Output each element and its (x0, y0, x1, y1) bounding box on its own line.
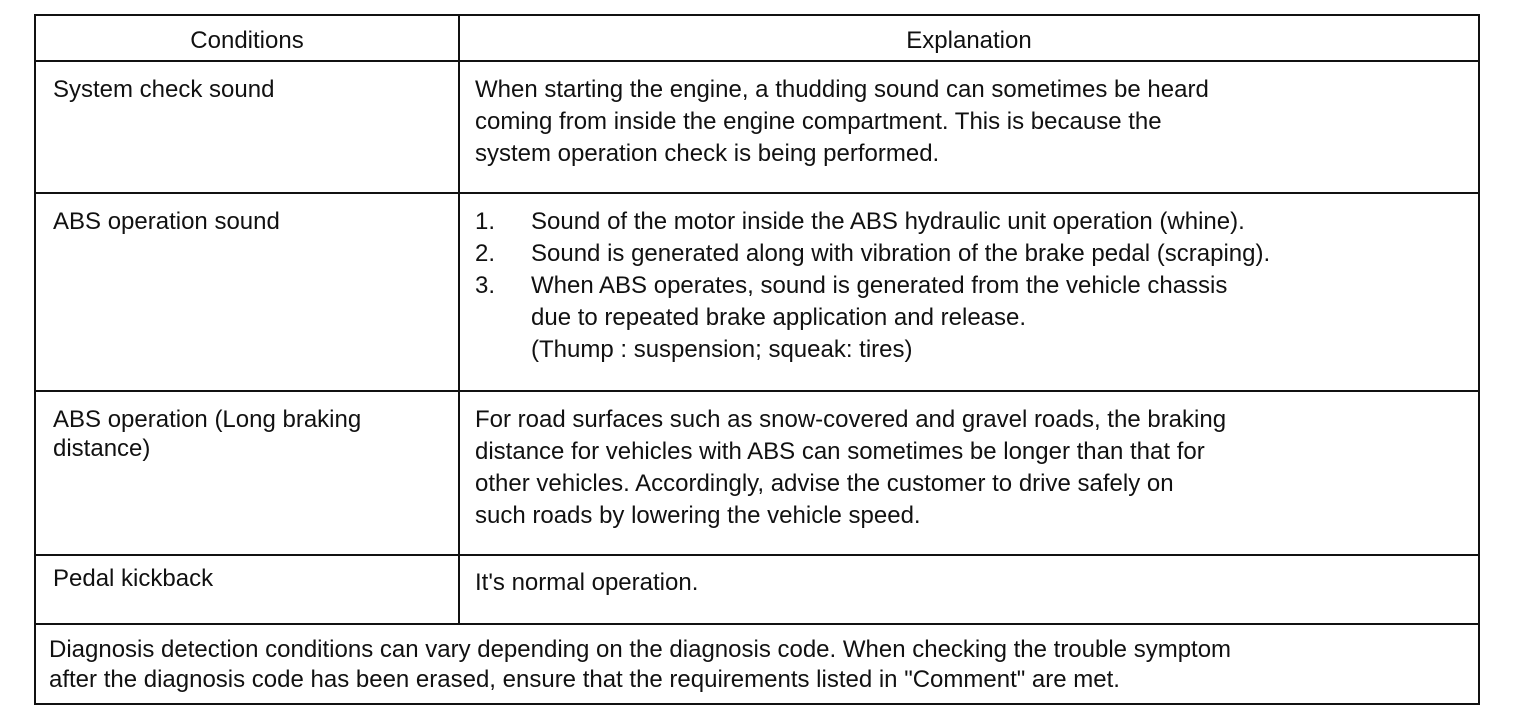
explanation-line: coming from inside the engine compartment. This is because the (475, 108, 1162, 135)
conditions-table (34, 14, 1480, 705)
explanation-cell (459, 555, 1479, 624)
condition-text: ABS operation sound (53, 208, 280, 235)
list-item (475, 238, 1468, 270)
explanation-cell (459, 193, 1479, 391)
table-row (35, 555, 1479, 624)
list-item (475, 206, 1468, 238)
condition-cell (35, 193, 459, 391)
table-row (35, 193, 1479, 391)
list-text (531, 238, 1468, 270)
condition-line: distance) (53, 435, 151, 462)
explanation-line: other vehicles. Accordingly, advise the customer to drive safely on (475, 470, 1174, 497)
table-row (35, 61, 1479, 193)
condition-cell (35, 61, 459, 193)
explanation-line: For road surfaces such as snow-covered and gravel roads, the braking (475, 406, 1227, 433)
list-line: Sound is generated along with vibration of the brake pedal (scraping). (531, 240, 1271, 267)
condition-cell (35, 391, 459, 555)
explanation-text: It's normal operation. (475, 569, 699, 596)
condition-line: ABS operation (Long braking (53, 406, 362, 433)
list-text (531, 206, 1468, 238)
explanation-cell (459, 391, 1479, 555)
list-line: due to repeated brake application and release. (531, 304, 1027, 331)
condition-cell (35, 555, 459, 624)
note-line: Diagnosis detection conditions can vary depending on the diagnosis code. When checking the trouble symptom (49, 636, 1232, 663)
header-explanation: Explanation (459, 15, 1479, 61)
explanation-line: distance for vehicles with ABS can sometimes be longer than that for (475, 438, 1205, 465)
note-line: after the diagnosis code has been erased, ensure that the requirements listed in "Comment" are met. (49, 666, 1120, 693)
header-conditions: Conditions (35, 15, 459, 61)
list-text (531, 270, 1468, 366)
note-cell (35, 624, 1479, 704)
list-number: 3. (475, 272, 496, 299)
table-row (35, 391, 1479, 555)
condition-text: System check sound (53, 76, 275, 103)
list-number: 1. (475, 208, 496, 235)
explanation-cell (459, 61, 1479, 193)
list-line: When ABS operates, sound is generated from the vehicle chassis (531, 272, 1228, 299)
note-row (35, 624, 1479, 704)
numbered-list (475, 206, 1468, 366)
condition-text: Pedal kickback (53, 565, 214, 592)
table-header-row (35, 15, 1479, 61)
list-line: Sound of the motor inside the ABS hydraulic unit operation (whine). (531, 208, 1245, 235)
explanation-line: system operation check is being performed. (475, 140, 940, 167)
explanation-line: such roads by lowering the vehicle speed. (475, 502, 921, 529)
explanation-line: When starting the engine, a thudding sound can sometimes be heard (475, 76, 1209, 103)
list-item (475, 270, 1468, 366)
list-number: 2. (475, 240, 496, 267)
list-line: (Thump : suspension; squeak: tires) (531, 336, 913, 363)
